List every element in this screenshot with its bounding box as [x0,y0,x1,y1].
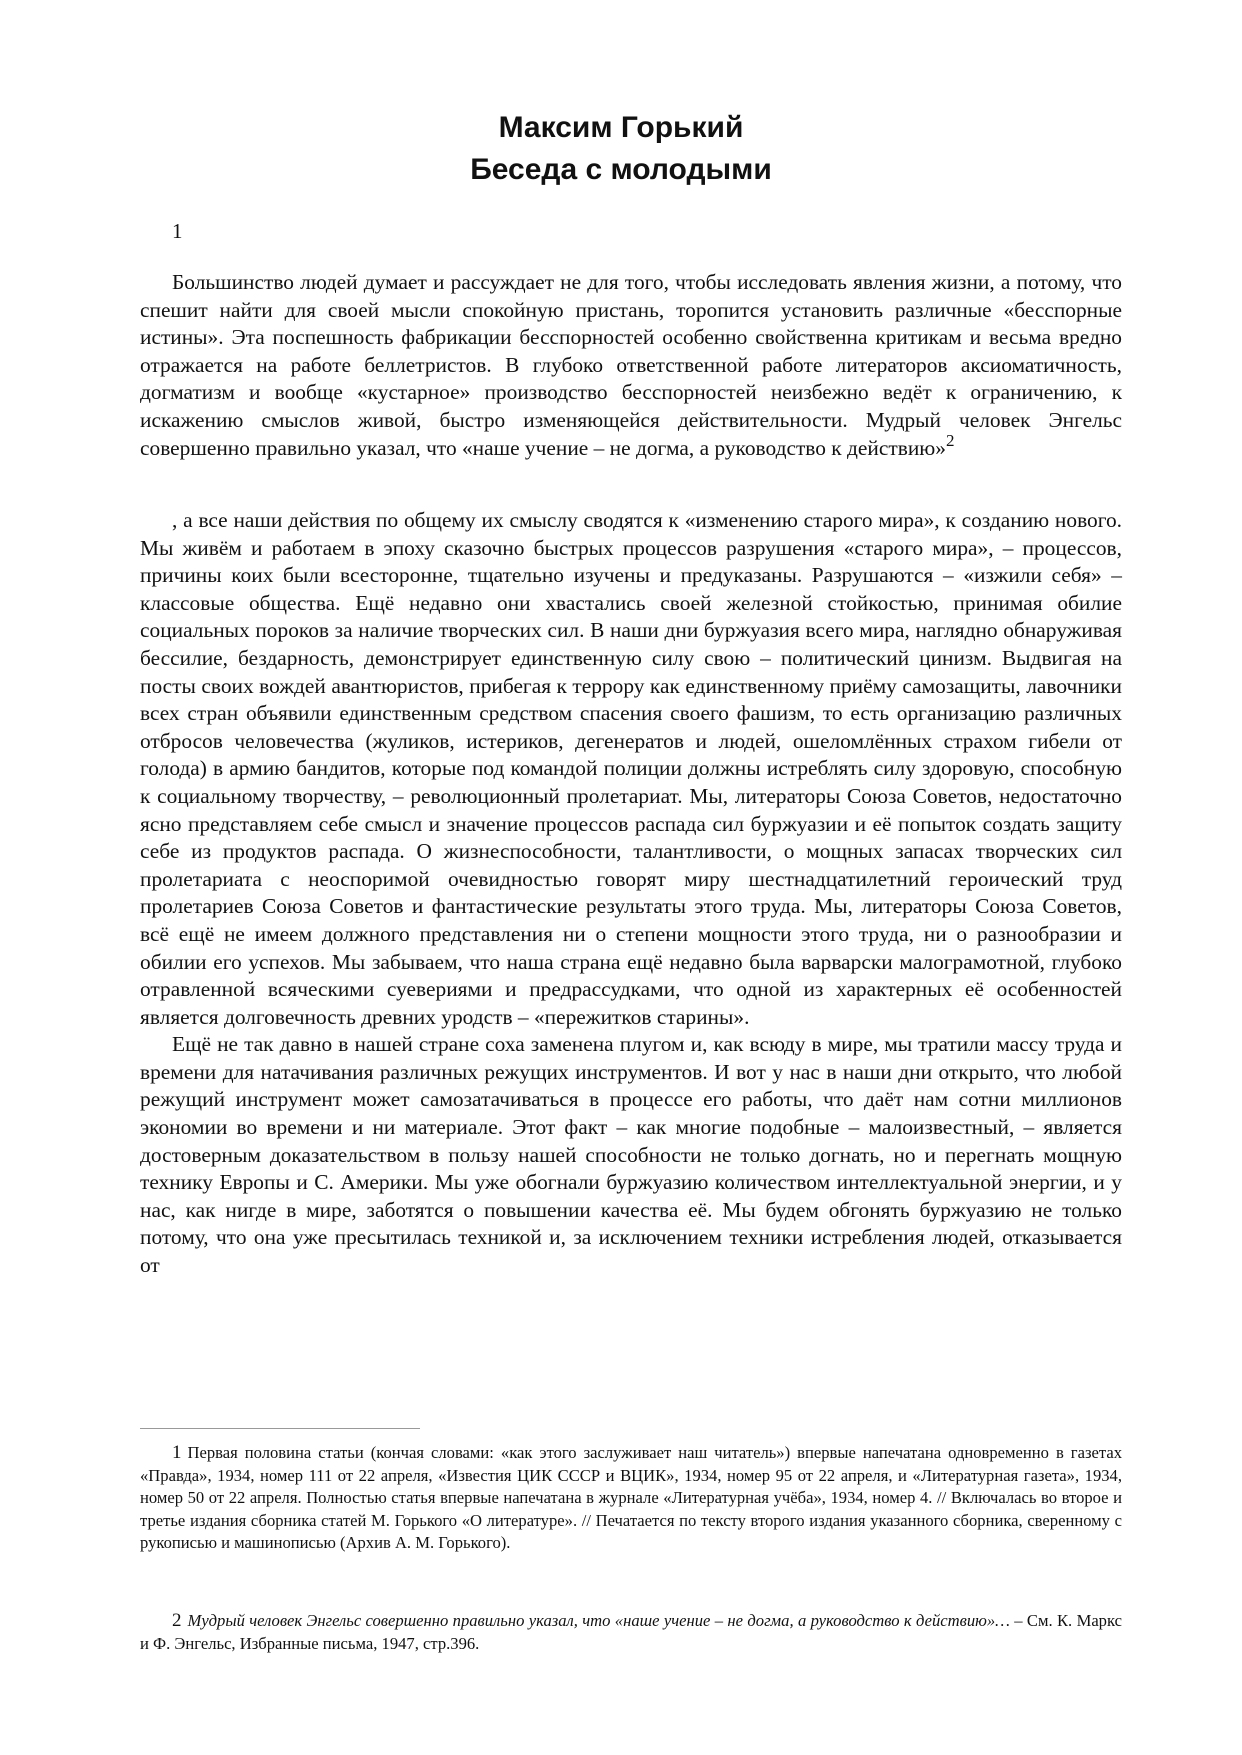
author-name: Максим Горький [498,111,744,144]
footnote-2-text: – См. К. Маркс и Ф. Энгельс, Избранные письма, 1947, стр.396. [140,1611,1122,1653]
section-number: 1 [172,219,183,243]
footnote-2-quote: Мудрый человек Энгельс совершенно правильно указал, что «наше учение – не догма, а руководство к действию»… [187,1611,1010,1630]
footnote-2-number: 2 [172,1610,182,1631]
paragraphs-2-3 [140,507,1122,1280]
footnote-divider [140,1428,420,1429]
footnote-1 [140,1442,1122,1555]
article-title: Беседа с молодыми [470,153,772,186]
footnote-1-text: Первая половина статьи (кончая словами: «как этого заслуживает наш читатель») впервые напечатана одновременно в газетах «Правда», 1934, номер 111 от 22 апреля, «Известия ЦИК СССР и ВЦИК», 1934, номер 95 от 22 апреля, и «Литературная газета», 1934, номер 50 от 22 апреля. Полностью статья впервые напечатана в журнале «Литературная учёба», 1934, номер 4. // Включалась во второе и третье издания сборника статей М. Горького «О литературе». // Печатается по тексту второго издания указанного сборника, сверенному с рукописью и машинописью (Архив А. М. Горького). [140,1443,1122,1552]
paragraph-3: Ещё не так давно в нашей стране соха заменена плугом и, как всюду в мире, мы тратили массу труда и времени для натачивания различных режущих инструментов. И вот у нас в наши дни открыто, что любой режущий инструмент может самозатачиваться в процессе его работы, что даёт нам сотни миллионов экономии во времени и ни материале. Этот факт – как многие подобные – малоизвестный, – является достоверным доказательством в пользу нашей способности не только догнать, но и перегнать мощную технику Европы и С. Америки. Мы уже обогнали буржуазию количеством интеллектуальной энергии, и у нас, как нигде в мире, заботятся о повышении качества её. Мы будем обгонять буржуазию не только потому, что она уже пресытилась техникой и, за исключением техники истребления людей, отказывается от [140,1032,1122,1278]
paragraph-1-text: Большинство людей думает и рассуждает не для того, чтобы исследовать явления жизни, а потому, что спешит найти для своей мысли спокойную пристань, торопится установить различные «бесспорные истины». Эта поспешность фабрикации бесспорностей особенно свойственна критикам и весьма вредно отражается на работе беллетристов. В глубоко ответственной работе литераторов аксиоматичность, догматизм и вообще «кустарное» производство бесспорностей неизбежно ведёт к ограничению, к искажению смыслов живой, быстро изменяющейся действительности. Мудрый человек Энгельс совершенно правильно указал, что «наше учение – не догма, а руководство к действию» [140,270,1122,460]
paragraph-1 [140,269,1122,462]
footnote-1-number: 1 [172,1442,182,1463]
footnote-2 [140,1610,1122,1655]
footnote-ref-2[interactable]: 2 [945,430,955,450]
paragraph-2: , а все наши действия по общему их смыслу сводятся к «изменению старого мира», к созданию нового. Мы живём и работаем в эпоху сказочно быстрых процессов разрушения «старого мира», – процессов, причины коих были всесторонне, тщательно изучены и предуказаны. Разрушаются – «изжили себя» – классовые общества. Ещё недавно они хвастались своей железной стойкостью, принимая обилие социальных пороков за наличие творческих сил. В наши дни буржуазия всего мира, наглядно обнаруживая бессилие, бездарность, демонстрирует единственную силу свою – политический цинизм. Выдвигая на посты своих вождей авантюристов, прибегая к террору как единственному приёму самозащиты, лавочники всех стран объявили единственным средством спасения своего фашизм, то есть организацию различных отбросов человечества (жуликов, истериков, дегенератов и людей, ошеломлённых страхом гибели от голода) в армию бандитов, которые под командой полиции должны истреблять силу здоровую, способную к социальному творчеству, – революционный пролетариат. Мы, литераторы Союза Советов, недостаточно ясно представляем себе смысл и значение процессов распада сил буржуазии и её попыток создать защиту себе из продуктов распада. О жизнеспособности, талантливости, о мощных запасах творческих сил пролетариата с неоспоримой очевидностью говорят миру шестнадцатилетний героический труд пролетариев Союза Советов и фантастические результаты этого труда. Мы, литераторы Союза Советов, всё ещё не имеем должного представления ни о степени мощности этого труда, ни о разнообразии и обилии его успехов. Мы забываем, что наша страна ещё недавно была варварски малограмотной, глубоко отравленной всяческими суевериями и предрассудками, что одной из характерных её особенностей является долговечность древних уродств – «пережитков старины». [140,508,1122,1029]
